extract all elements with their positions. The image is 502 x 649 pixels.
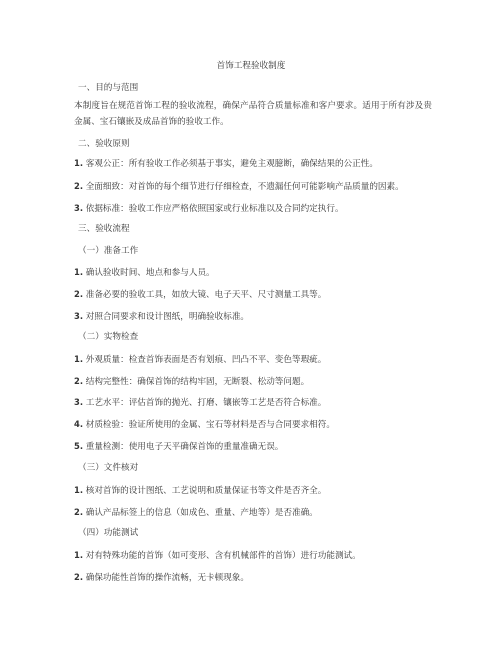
principle-item: 3. 依据标准：验收工作应严格依照国家或行业标准以及合同约定执行。 (74, 203, 344, 214)
inspection-item: 5. 重量检测：使用电子天平确保首饰的重量准确无误。 (74, 441, 284, 452)
principle-item: 1. 客观公正：所有验收工作必须基于事实，避免主观臆断，确保结果的公正性。 (74, 158, 378, 169)
subsection-heading-inspection: （二）实物检查 (78, 332, 139, 342)
subsection-heading-function-test: （四）功能测试 (78, 528, 139, 538)
purpose-paragraph: 本制度旨在规范首饰工程的验收流程，确保产品符合质量标准和客户要求。适用于所有涉及贵金属、宝石镶嵌及成品首饰的验收工作。 (74, 101, 432, 127)
preparation-item: 2. 准备必要的验收工具，如放大镜、电子天平、尺寸测量工具等。 (74, 289, 327, 300)
function-test-item: 1. 对有特殊功能的首饰（如可变形、含有机械部件的首饰）进行功能测试。 (74, 550, 361, 561)
section-heading-purpose: 一、目的与范围 (78, 83, 139, 93)
inspection-item: 4. 材质检验：验证所使用的金属、宝石等材料是否与合同要求相符。 (74, 419, 335, 430)
subsection-heading-documents: （三）文件核对 (78, 463, 139, 473)
section-heading-principles: 二、验收原则 (78, 139, 130, 149)
preparation-item: 1. 确认验收时间、地点和参与人员。 (74, 267, 215, 278)
documents-item: 2. 确认产品标签上的信息（如成色、重量、产地等）是否准确。 (74, 507, 318, 518)
subsection-heading-preparation: （一）准备工作 (78, 246, 139, 256)
preparation-item: 3. 对照合同要求和设计图纸，明确验收标准。 (74, 311, 250, 322)
inspection-item: 1. 外观质量：检查首饰表面是否有划痕、凹凸不平、变色等瑕疵。 (74, 354, 327, 365)
document-title: 首饰工程验收制度 (216, 61, 286, 71)
inspection-item: 2. 结构完整性：确保首饰的结构牢固，无断裂、松动等问题。 (74, 376, 310, 387)
section-heading-process: 三、验收流程 (78, 224, 130, 234)
documents-item: 1. 核对首饰的设计图纸、工艺说明和质量保证书等文件是否齐全。 (74, 485, 327, 496)
function-test-item: 2. 确保功能性首饰的操作流畅，无卡顿现象。 (74, 572, 250, 583)
principle-item: 2. 全面细致：对首饰的每个细节进行仔细检查，不遗漏任何可能影响产品质量的因素。 (74, 181, 404, 192)
inspection-item: 3. 工艺水平：评估首饰的抛光、打磨、镶嵌等工艺是否符合标准。 (74, 397, 327, 408)
